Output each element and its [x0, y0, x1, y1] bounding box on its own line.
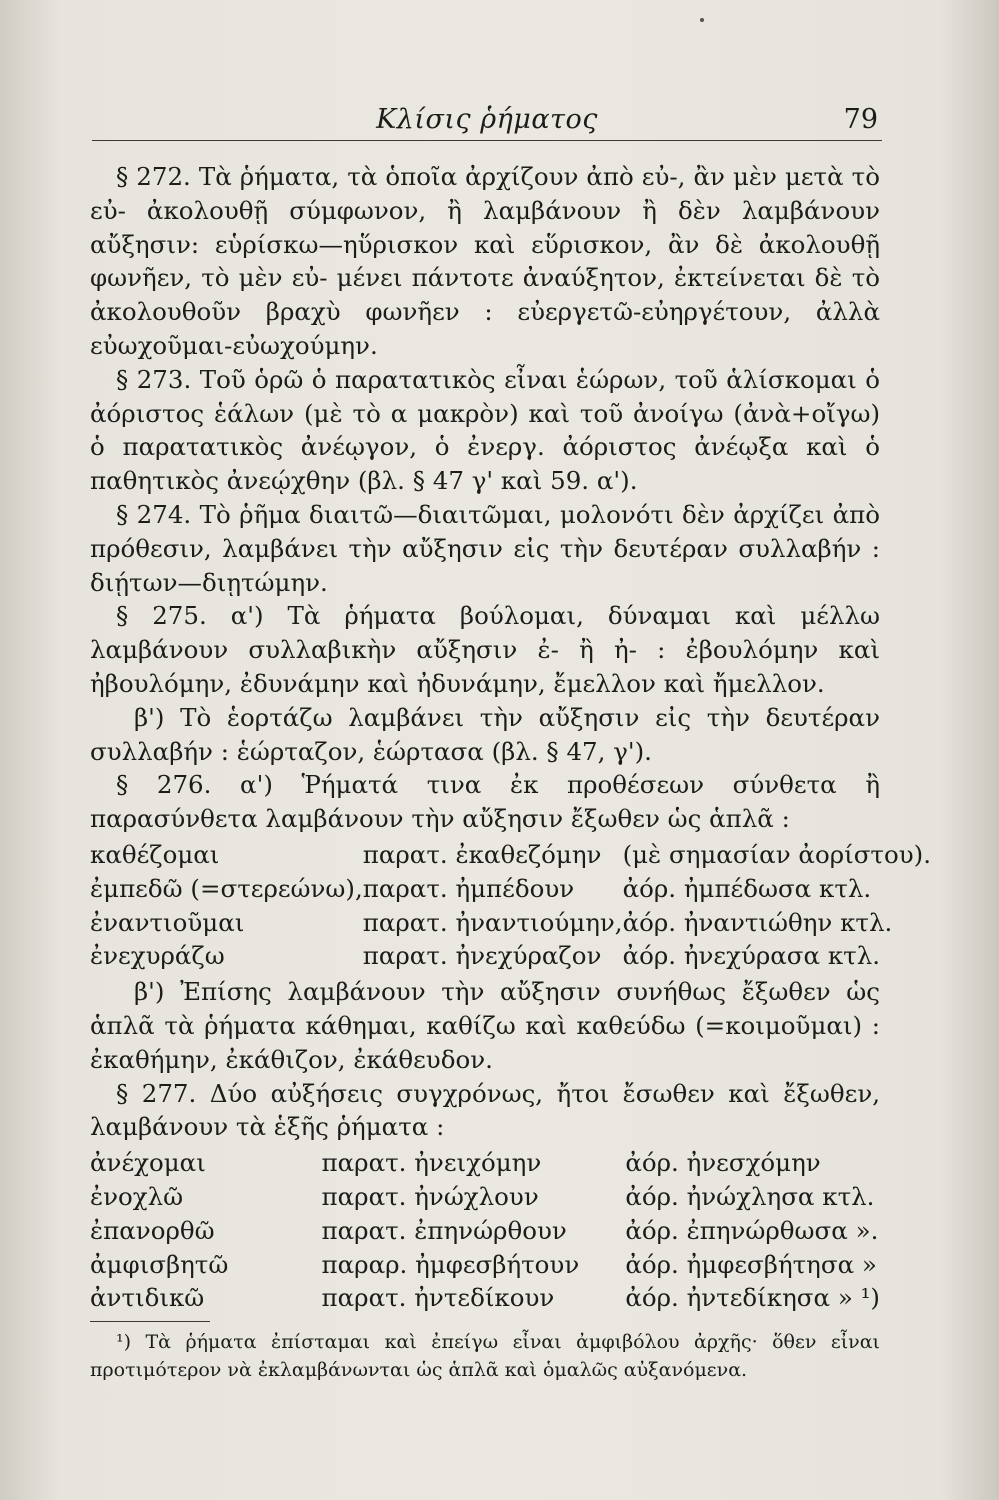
paragraph-276b: β') Ἐπίσης λαμβάνουν τὴν αὔξησιν συνήθως ἔξωθεν ὡς ἁπλᾶ τὰ ῥήματα κάθημαι, καθίζω καὶ καθεύδω (=κοιμοῦμαι) : ἐκαθήμην, ἐκάθιζον, ἐκάθευδον. — [90, 977, 880, 1074]
imperfect-cell: παρατ. ἠνώχλουν — [321, 1181, 539, 1211]
aorist-cell: (μὲ σημασίαν ἀορίστου). — [622, 839, 931, 869]
imperfect-cell: παρατ. ἐκαθεζόμην — [362, 839, 602, 869]
verb-cell: ἐναντιοῦμαι — [90, 907, 245, 937]
aorist-cell: ἀόρ. ἠμφεσβήτησα » — [625, 1249, 877, 1279]
table-row — [90, 1180, 880, 1214]
verb-cell: ἐπανορθῶ — [90, 1215, 215, 1245]
aorist-cell: ἀόρ. ἠνεσχόμην — [625, 1148, 821, 1178]
running-head: Κλίσις ῥήματος — [376, 104, 598, 135]
aorist-cell: ἀόρ. ἠντεδίκησα » ¹) — [625, 1283, 880, 1313]
table-row — [90, 1281, 880, 1315]
table-row — [90, 1146, 880, 1180]
table-row — [90, 872, 931, 906]
imperfect-cell: παρατ. ἠναντιούμην, — [362, 907, 623, 937]
imperfect-cell: παρατ. ἠντεδίκουν — [321, 1283, 555, 1313]
verb-cell: ἐνεχυράζω — [90, 941, 225, 971]
table-row — [90, 838, 931, 872]
verb-cell: καθέζομαι — [90, 839, 220, 869]
footnote-divider — [90, 1321, 210, 1322]
aorist-cell: ἀόρ. ἠνώχλησα κτλ. — [625, 1181, 875, 1211]
aorist-cell: ἀόρ. ἠνεχύρασα κτλ. — [622, 941, 881, 971]
paragraph-274: § 274. Τὸ ῥῆμα διαιτῶ—διαιτῶμαι, μολονότι δὲν ἀρχίζει ἀπὸ πρόθεσιν, λαμβάνει τὴν αὔξησιν εἰς τὴν δευτέραν συλλαβήν : διῄτων—διῃτώμην. — [90, 499, 880, 597]
aorist-cell: ἀόρ. ἠμπέδωσα κτλ. — [622, 873, 872, 903]
verb-cell: ἀντιδικῶ — [90, 1283, 205, 1313]
paragraph-275b: β') Τὸ ἑορτάζω λαμβάνει τὴν αὔξησιν εἰς τὴν δευτέραν συλλαβήν : ἑώρταζον, ἑώρτασα (βλ. § 47, γ'). — [90, 702, 880, 766]
imperfect-cell: παρατ. ἠνεχύραζον — [362, 941, 602, 971]
paragraph-275a: § 275. α') Τὰ ῥήματα βούλομαι, δύναμαι καὶ μέλλω λαμβάνουν συλλαβικὴν αὔξησιν ἐ- ἢ ἠ- : ἐβουλόμην καὶ ἠβουλόμην, ἐδυνάμην καὶ ἠδυνάμην, ἔμελλον καὶ ἤμελλον. — [90, 601, 880, 698]
verb-table-277 — [90, 1146, 880, 1315]
footnote: ¹) Τὰ ῥήματα ἐπίσταμαι καὶ ἐπείγω εἶναι ἀμφιβόλου ἀρχῆς· ὅθεν εἶναι προτιμότερον νὰ ἐκλαμβάνωνται ὡς ἁπλᾶ καὶ ὁμαλῶς αὐξανόμενα. — [90, 1331, 880, 1382]
table-row — [90, 906, 931, 940]
imperfect-cell: παραρ. ἠμφεσβήτουν — [321, 1249, 580, 1279]
imperfect-cell: παρατ. ἐπηνώρθουν — [321, 1215, 567, 1245]
paragraph-277: § 277. Δύο αὐξήσεις συγχρόνως, ἤτοι ἔσωθεν καὶ ἔξωθεν, λαμβάνουν τὰ ἑξῆς ῥήματα : — [90, 1078, 880, 1142]
body-text — [90, 160, 931, 1384]
aorist-cell: ἀόρ. ἐπηνώρθωσα ». — [625, 1215, 879, 1245]
paragraph-273: § 273. Τοῦ ὁρῶ ὁ παρατατικὸς εἶναι ἑώρων, τοῦ ἁλίσκομαι ὁ ἀόριστος ἑάλων (μὲ τὸ α μακρὸν) καὶ τοῦ ἀνοίγω (ἀνὰ+οἴγω) ὁ παρατατικὸς ἀνέῳγον, ὁ ἐνεργ. ἀόριστος ἀνέῳξα καὶ ὁ παθητικὸς ἀνεῴχθην (βλ. § 47 γ' καὶ 59. α'). — [90, 364, 880, 496]
imperfect-cell: παρατ. ἠμπέδουν — [362, 873, 575, 903]
table-row — [90, 939, 931, 973]
page-number: 79 — [843, 104, 878, 135]
verb-cell: ἀνέχομαι — [90, 1148, 206, 1178]
paper-speck — [700, 18, 704, 22]
imperfect-cell: παρατ. ἠνειχόμην — [321, 1148, 542, 1178]
page-header — [92, 100, 882, 141]
verb-table-276 — [90, 838, 931, 973]
table-row — [90, 1214, 880, 1248]
paragraph-272: § 272. Τὰ ῥήματα, τὰ ὁποῖα ἀρχίζουν ἀπὸ εὐ-, ἂν μὲν μετὰ τὸ εὐ- ἀκολουθῇ σύμφωνον, ἢ λαμβάνουν ἢ δὲν λαμβάνουν αὔξησιν: εὑρίσκω—ηὕρισκον καὶ εὕρισκον, ἂν δὲ ἀκολουθῇ φωνῆεν, τὸ μὲν εὐ- μένει πάντοτε ἀναύξητον, ἐκτείνεται δὲ τὸ ἀκολουθοῦν βραχὺ φωνῆεν : εὐεργετῶ-εὐηργέτουν, ἀλλὰ εὐωχοῦμαι-εὐωχούμην. — [90, 162, 880, 360]
aorist-cell: ἀόρ. ἠναντιώθην κτλ. — [622, 907, 893, 937]
table-row — [90, 1248, 880, 1282]
verb-cell: ἐμπεδῶ (=στερεώνω), — [90, 873, 363, 903]
verb-cell: ἀμφισβητῶ — [90, 1249, 229, 1279]
verb-cell: ἐνοχλῶ — [90, 1181, 184, 1211]
paragraph-276a: § 276. α') Ῥήματά τινα ἐκ προθέσεων σύνθετα ἢ παρασύνθετα λαμβάνουν τὴν αὔξησιν ἔξωθεν ὡς ἁπλᾶ : — [90, 770, 880, 834]
